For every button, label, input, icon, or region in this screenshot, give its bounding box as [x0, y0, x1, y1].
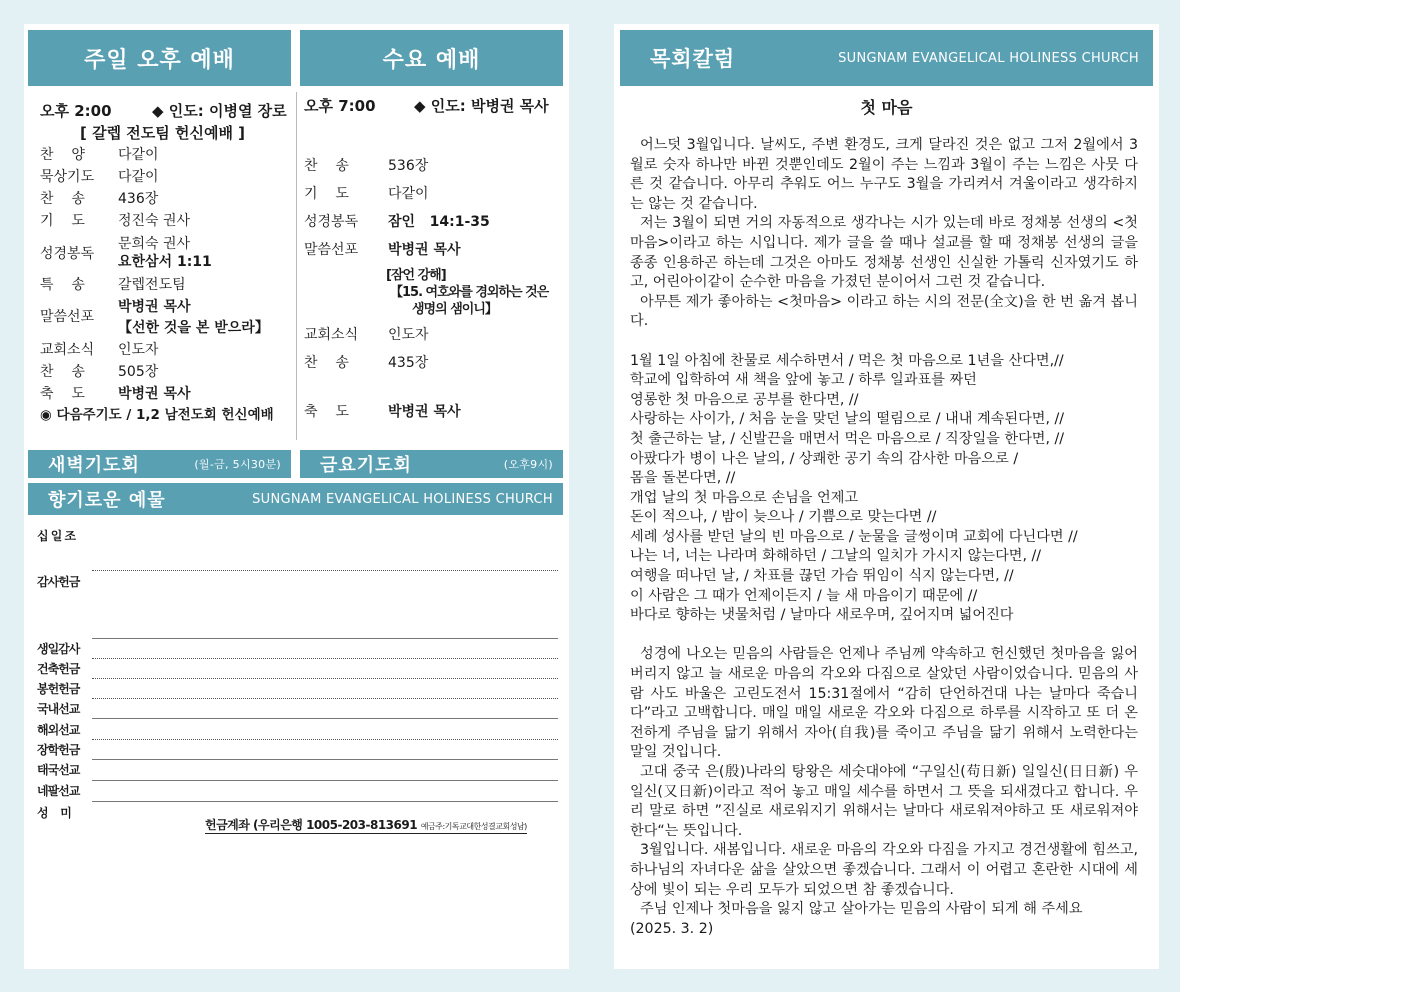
- order-value: 436장: [118, 191, 159, 207]
- sunday-time: 오후 2:00: [40, 102, 112, 120]
- poem-line: 1월 1일 아침에 찬물로 세수하면서 / 먹은 첫 마음으로 1년을 산다면,//: [630, 352, 1064, 369]
- order-label: 성경봉독: [304, 214, 359, 230]
- order-value: 인도자: [118, 342, 159, 358]
- order-label: 기 도: [40, 213, 85, 229]
- offering-label: 성 미: [37, 806, 71, 820]
- column-header-title: 목회칼럼: [650, 47, 736, 71]
- sermon-title-line2: 생명의 샘이니】: [412, 302, 497, 317]
- order-value: 인도자: [388, 327, 429, 343]
- column-paragraph: 3월입니다. 새봄입니다. 새로운 마음의 각오와 다짐을 가지고 경건생활에 힘쓰고, 하나님의 자녀다운 삶을 살았으면 좋겠습니다. 그래서 이 어렵고 혼란한 시대에 세상에 빛이 되는 우리 모두가 되었으면 참 좋겠습니다.: [630, 842, 1138, 898]
- sermon-title: 【선한 것을 본 받으라】: [118, 320, 269, 336]
- offering-line: [92, 658, 558, 659]
- offering-line: [92, 678, 558, 679]
- order-value: 다같이: [388, 186, 429, 202]
- offering-line: [92, 698, 558, 699]
- order-label: 기 도: [304, 186, 349, 202]
- sermon-series: [잠언 강해]: [386, 268, 446, 283]
- sunday-leader: ◆ 인도: 이병열 장로: [152, 102, 287, 120]
- column-divider: [296, 92, 297, 440]
- sermon-title-line1: 【15. 여호와를 경외하는 것은: [390, 285, 549, 300]
- order-value: 다같이: [118, 169, 159, 185]
- offering-label: 장학헌금: [37, 743, 80, 757]
- poem-line: 몸을 돌본다면, //: [630, 470, 736, 487]
- order-label: 찬 양: [40, 147, 85, 163]
- offerings-header: [28, 483, 563, 515]
- order-label: 축 도: [40, 386, 85, 402]
- friday-prayer-title: 금요기도회: [320, 455, 412, 476]
- order-label: 묵상기도: [40, 169, 95, 185]
- order-value: 정진숙 권사: [118, 213, 191, 229]
- offering-line: [92, 780, 558, 781]
- sunday-afternoon-title: 주일 오후 예배: [84, 47, 235, 73]
- poem-line: 첫 출근하는 날, / 신발끈을 매면서 먹은 마음으로 / 직장일을 한다면, //: [630, 430, 1065, 447]
- order-label: 말씀선포: [304, 242, 359, 258]
- poem-line: 바다로 향하는 냇물처럼 / 날마다 새로우며, 깊어지며 넓어진다: [630, 607, 1014, 624]
- column-paragraph: 고대 중국 은(殷)나라의 탕왕은 세숫대야에 “구일신(苟日新) 일일신(日日新) 우일신(又日新)이라고 적어 놓고 매일 세수를 하면서 그 뜻을 되새겼다고 합니다. 우리 말로 하면 ”진실로 새로워지기 위해서는 날마다 새로워져야하고 또 새로워져야 한다“는 뜻입니다.: [630, 764, 1138, 839]
- poem-line: 나는 너, 너는 나라며 화해하던 / 그날의 일치가 가시지 않는다면, //: [630, 548, 1042, 565]
- scripture-reference: 요한삼서 1:11: [118, 254, 212, 270]
- order-value: 갈렙전도팀: [118, 277, 186, 293]
- offering-line: [92, 570, 558, 571]
- wednesday-leader: ◆ 인도: 박병권 목사: [414, 97, 549, 115]
- order-value: 박병권 목사: [118, 386, 191, 402]
- order-label: 특 송: [40, 277, 85, 293]
- wednesday-title: 수요 예배: [382, 47, 481, 73]
- column-body: [630, 136, 1138, 939]
- offering-line: [92, 638, 558, 639]
- poem-line: 개업 날의 첫 마음으로 손님을 언제고: [630, 489, 859, 506]
- column-paragraph: 주님 인제나 첫마음을 잃지 않고 살아가는 믿음의 사람이 되게 해 주세요: [640, 901, 1083, 918]
- offering-label: 생일감사: [37, 642, 80, 656]
- sunday-afternoon-header: [28, 30, 291, 86]
- order-label: 축 도: [304, 404, 349, 420]
- order-label: 찬 송: [304, 355, 349, 371]
- offering-label: 십 일 조: [37, 529, 76, 543]
- column-paragraph: 성경에 나오는 믿음의 사람들은 언제나 주님께 약속하고 헌신했던 첫마음을 잃어버리지 않고 늘 새로운 마음의 각오와 다짐으로 살았던 사람이었습니다. 믿음의 사람 사도 바울은 고린도전서 15:31절에서 “감히 단언하건대 나는 날마다 죽습니다”라고 고백합니다. 매일 매일 새로운 각오와 다짐으로 하루를 시작하고 또 더 온전하게 주님을 닮기 위해서 자아(自我)를 죽이고 주님을 닮기 위해서 노력한다는 말일 것입니다.: [630, 646, 1138, 761]
- poem-line: 이 사람은 그 때가 언제이든지 / 늘 새 마음이기 때문에 //: [630, 587, 978, 604]
- offering-label: 건축헌금: [37, 662, 80, 676]
- dawn-prayer-time: (월-금, 5시30분): [194, 458, 281, 471]
- account-number: 헌금계좌 (우리은행 1005-203-813691: [205, 818, 418, 832]
- order-label: 교회소식: [304, 327, 359, 343]
- offering-line: [92, 739, 558, 740]
- offering-account: [205, 816, 527, 834]
- order-value: 435장: [388, 355, 429, 371]
- offering-line: [92, 718, 558, 719]
- order-value: 박병권 목사: [388, 404, 461, 420]
- column-header: [620, 30, 1153, 86]
- order-label: 성경봉독: [40, 246, 95, 262]
- column-title: 첫 마음: [860, 98, 913, 117]
- offering-label: 해외선교: [37, 723, 80, 737]
- column-date: (2025. 3. 2): [630, 920, 714, 937]
- order-label: 교회소식: [40, 342, 95, 358]
- offering-label: 국내선교: [37, 702, 80, 716]
- order-label: 찬 송: [40, 364, 85, 380]
- poem-line: 학교에 입학하여 새 책을 앞에 놓고 / 하루 일과표를 짜던: [630, 372, 977, 389]
- order-value: 문희숙 권사: [118, 236, 191, 252]
- order-value: 505장: [118, 364, 159, 380]
- wednesday-time: 오후 7:00: [304, 97, 376, 115]
- wednesday-header: [300, 30, 563, 86]
- poem-line: 세례 성사를 받던 날의 빈 마음으로 / 눈물을 글썽이며 교회에 다닌다면 //: [630, 528, 1078, 545]
- order-label: 찬 송: [40, 191, 85, 207]
- poem-line: 돈이 적으나, / 밤이 늦으나 / 기쁨으로 맞는다면 //: [630, 509, 937, 526]
- column-church-name: SUNGNAM EVANGELICAL HOLINESS CHURCH: [838, 50, 1139, 66]
- next-week-notice: ◉ 다음주기도 / 1,2 남전도회 헌신예배: [40, 407, 274, 423]
- account-holder: 예금주:기독교대한성결교회성남): [420, 822, 527, 831]
- offering-label: 봉헌헌금: [37, 682, 80, 696]
- offerings-title: 향기로운 예물: [48, 490, 166, 511]
- offering-label: 태국선교: [37, 763, 80, 777]
- order-value: 다같이: [118, 147, 159, 163]
- column-paragraph: 어느덧 3월입니다. 날씨도, 주변 환경도, 크게 달라진 것은 없고 그저 2월에서 3월로 숫자 하나만 바뀐 것뿐인데도 2월이 주는 느낌과 3월이 주는 느낌은 사뭇 다른 것 같습니다. 아무리 추워도 어느 누구도 3월을 가리켜서 겨울이라고 생각하지는 않는 것 같습니다.: [630, 137, 1138, 212]
- poem-line: 여행을 떠나던 날, / 차표를 끊던 가슴 뛰임이 식지 않는다면, //: [630, 568, 1014, 585]
- offering-line: [92, 801, 558, 802]
- order-value: 박병권 목사: [388, 242, 461, 258]
- offering-label: 감사헌금: [37, 575, 80, 589]
- poem-line: 영롱한 첫 마음으로 공부를 한다면, //: [630, 391, 859, 408]
- poem-line: 사랑하는 사이가, / 처음 눈을 맞던 날의 떨림으로 / 내내 계속된다면, //: [630, 411, 1065, 428]
- dawn-prayer-bar: [28, 450, 291, 478]
- order-value: 박병권 목사: [118, 299, 191, 315]
- offering-line: [92, 759, 558, 760]
- order-value: 잠인 14:1-35: [388, 214, 490, 230]
- friday-prayer-bar: [300, 450, 563, 478]
- column-paragraph: 저는 3월이 되면 거의 자동적으로 생각나는 시가 있는데 바로 정채봉 선생의 <첫마음>이라고 하는 시입니다. 제가 글을 쓸 때나 설교를 할 때 정채봉 선생의 글을 종종 인용하곤 하는데 그것은 아마도 정채봉 선생인 신실한 가톨릭 신자였기도 하고, 어린아이같이 순수한 마음을 가졌던 분이어서 그런 것 같습니다.: [630, 215, 1138, 291]
- dawn-prayer-title: 새벽기도회: [48, 455, 140, 476]
- order-label: 찬 송: [304, 158, 349, 174]
- paragraph-spacer: [630, 626, 1138, 646]
- offering-label: 네팔선교: [37, 784, 80, 798]
- friday-prayer-time: (오후9시): [503, 458, 553, 471]
- poem-line: 아팠다가 병이 나은 날의, / 상쾌한 공기 속의 감사한 마음으로 /: [630, 450, 1019, 467]
- column-paragraph: 아무튼 제가 좋아하는 <첫마음> 이라고 하는 시의 전문(全文)을 한 번 옮겨 봅니다.: [630, 293, 1138, 330]
- order-value: 536장: [388, 158, 429, 174]
- offerings-church-name: SUNGNAM EVANGELICAL HOLINESS CHURCH: [252, 491, 553, 507]
- sunday-theme: [ 갈렙 전도팀 헌신예배 ]: [80, 124, 246, 142]
- paragraph-spacer: [630, 332, 1138, 352]
- order-label: 말씀선포: [40, 309, 95, 325]
